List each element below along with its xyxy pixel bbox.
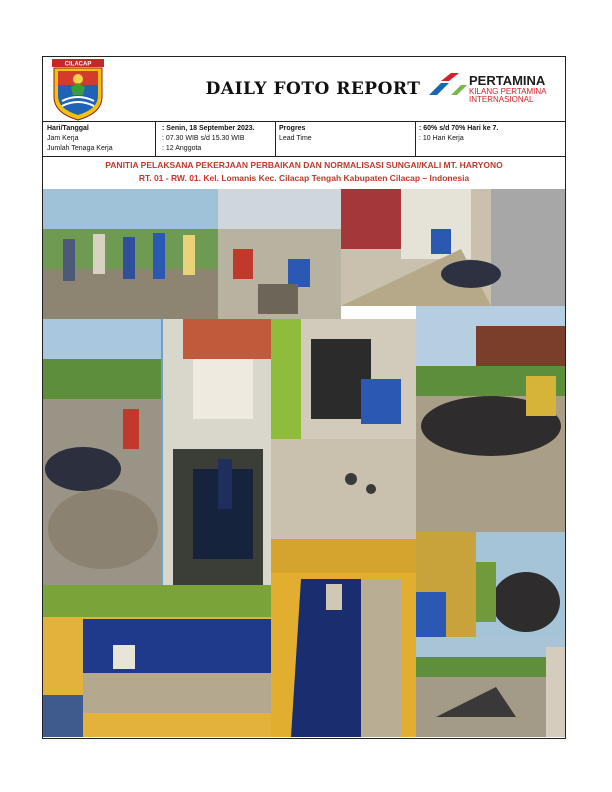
jam-label: Jam Kerja [47,135,79,142]
site-photo [416,637,565,737]
tenaga-label: Jumlah Tenaga Kerja [47,145,113,152]
divider [155,122,156,156]
divider [275,122,276,156]
tenaga-value: : 12 Anggota [162,145,202,152]
site-photo [43,189,218,319]
info-table [43,121,565,157]
brand-subtitle: KILANG PERTAMINA INTERNASIONAL [469,87,547,104]
site-photo [43,585,271,737]
site-photo [43,319,163,585]
lead-label: Lead Time [279,135,312,142]
site-photo [341,189,565,306]
pertamina-mark-icon [425,73,467,99]
site-photo [163,319,271,585]
project-description [43,155,565,189]
emblem-label: CILACAP [64,61,92,68]
cilacap-emblem-icon [49,59,107,121]
report-title: DAILY FOTO REPORT [205,79,421,99]
site-photo [416,532,565,637]
hari-label: Hari/Tanggal [47,125,89,132]
site-photo [218,189,341,319]
site-photo [271,319,416,539]
project-line-2: RT. 01 - RW. 01. Kel. Lomanis Kec. Cilacap Tengah Kabupaten Cilacap – Indonesia [138,173,470,183]
progres-label: Progres [279,125,306,132]
divider [415,122,416,156]
report-header [43,57,565,121]
lead-value: : 10 Hari Kerja [419,135,464,142]
pertamina-logo [425,67,565,113]
site-photo [416,306,565,532]
progres-value: : 60% s/d 70% Hari ke 7. [419,125,499,132]
site-photo [271,539,416,737]
project-line-1: PANITIA PELAKSANA PEKERJAAN PERBAIKAN DAN NORMALISASI SUNGAI/KALI MT. HARYONO [105,160,503,170]
report-sheet [42,56,566,739]
jam-value: : 07.30 WIB s/d 15.30 WIB [162,135,245,142]
hari-value: : Senin, 18 September 2023. [162,125,255,132]
brand-name: PERTAMINA [469,73,546,88]
